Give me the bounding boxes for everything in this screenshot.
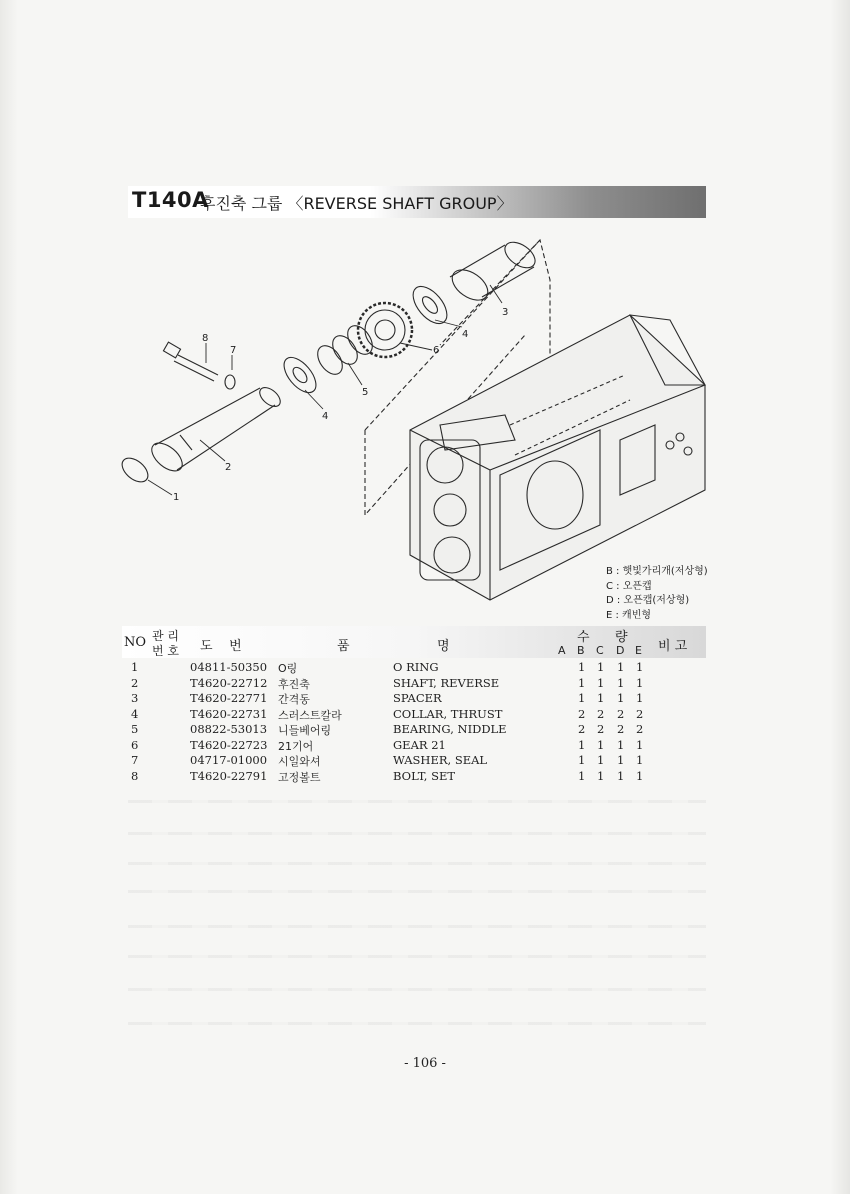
header-drawing-no: 도 번 xyxy=(200,639,242,654)
callout-8: 8 xyxy=(202,333,209,344)
row-no: 5 xyxy=(131,722,139,736)
callout-5: 5 xyxy=(362,387,369,398)
header-mgmt-bottom: 번 호 xyxy=(152,644,179,658)
row-no: 2 xyxy=(131,675,139,690)
section-title: 후진축 그룹 〈REVERSE SHAFT GROUP〉 xyxy=(200,194,513,213)
row-qty-e: 1 xyxy=(636,675,644,690)
part-8-bolt xyxy=(163,342,218,381)
row-qty-d: 1 xyxy=(617,737,625,752)
row-qty-c: 1 xyxy=(597,737,605,752)
row-no: 3 xyxy=(131,691,139,705)
row-name-english: BOLT, SET xyxy=(393,768,456,783)
row-qty-c: 1 xyxy=(597,675,605,690)
row-part-number: 04811-50350 xyxy=(190,660,268,674)
row-qty-e: 1 xyxy=(636,768,644,783)
row-part-number: 04717-01000 xyxy=(190,753,268,767)
row-name-korean: 21기어 xyxy=(278,739,314,753)
callout-4-lower: 4 xyxy=(322,411,329,422)
header-qty-right: 량 xyxy=(615,630,628,645)
row-name-english: O RING xyxy=(393,660,439,674)
part-6-gear xyxy=(358,303,412,357)
row-name-english: COLLAR, THRUST xyxy=(393,706,503,721)
row-qty-c: 1 xyxy=(597,660,605,674)
row-part-number: T4620-22771 xyxy=(190,691,268,705)
row-qty-e: 1 xyxy=(636,660,644,674)
callout-2: 2 xyxy=(225,462,232,473)
row-name-english: SHAFT, REVERSE xyxy=(393,675,500,690)
header-qty-left: 수 xyxy=(577,630,590,645)
row-no: 7 xyxy=(131,753,139,767)
row-name-korean: 후진축 xyxy=(278,677,310,691)
bleed-line xyxy=(128,988,706,991)
row-qty-b: 2 xyxy=(578,722,586,736)
bleed-line xyxy=(128,890,706,893)
row-qty-b: 1 xyxy=(578,660,586,674)
row-qty-d: 2 xyxy=(617,722,625,736)
row-qty-d: 1 xyxy=(617,768,625,783)
qty-col-b: B xyxy=(577,644,585,657)
row-name-korean: 스러스트칼라 xyxy=(278,708,342,722)
qty-col-e: E xyxy=(635,644,642,657)
row-qty-e: 2 xyxy=(636,722,644,736)
row-name-english: SPACER xyxy=(393,691,442,705)
row-name-korean: 고정볼트 xyxy=(278,770,321,784)
row-name-korean: O링 xyxy=(278,662,298,675)
scan-bleed-through xyxy=(128,790,706,1040)
part-1-oring xyxy=(118,453,153,486)
header-name-left: 품 xyxy=(337,639,350,654)
row-qty-c: 2 xyxy=(597,706,605,721)
legend-item-e: E : 캐빈형 xyxy=(606,609,652,621)
row-part-number: T4620-22723 xyxy=(190,737,268,752)
row-name-english: WASHER, SEAL xyxy=(393,753,488,767)
row-qty-e: 1 xyxy=(636,753,644,767)
row-qty-b: 1 xyxy=(578,691,586,705)
bleed-line xyxy=(128,955,706,958)
row-no: 1 xyxy=(131,660,139,674)
header-mgmt-top: 관 리 xyxy=(152,629,179,643)
row-no: 4 xyxy=(131,706,139,721)
row-part-number: 08822-53013 xyxy=(190,722,268,736)
bleed-line xyxy=(128,1022,706,1025)
row-no: 8 xyxy=(131,768,139,783)
row-qty-c: 1 xyxy=(597,753,605,767)
callout-3: 3 xyxy=(502,307,509,318)
row-qty-c: 1 xyxy=(597,691,605,705)
row-qty-e: 1 xyxy=(636,691,644,705)
part-2-shaft xyxy=(147,384,284,476)
exploded-parts-diagram xyxy=(110,225,710,615)
row-name-english: BEARING, NIDDLE xyxy=(393,722,507,736)
row-qty-d: 2 xyxy=(617,706,625,721)
row-qty-d: 1 xyxy=(617,691,625,705)
qty-col-c: C xyxy=(596,644,604,657)
row-name-korean: 니들베어링 xyxy=(278,724,332,737)
section-code: T140A xyxy=(132,188,209,212)
header-name-right: 명 xyxy=(437,639,450,654)
row-qty-e: 2 xyxy=(636,706,644,721)
row-qty-c: 1 xyxy=(597,768,605,783)
row-part-number: T4620-22712 xyxy=(190,675,268,690)
row-qty-d: 1 xyxy=(617,753,625,767)
row-qty-b: 1 xyxy=(578,675,586,690)
page-number: - 106 - xyxy=(404,1056,446,1071)
row-qty-d: 1 xyxy=(617,675,625,690)
bleed-line xyxy=(128,862,706,865)
legend-item-d: D : 오픈캡(저상형) xyxy=(606,595,690,606)
row-part-number: T4620-22731 xyxy=(190,706,268,721)
part-3-spacer xyxy=(447,237,540,306)
row-name-korean: 시일와셔 xyxy=(278,755,321,768)
row-qty-d: 1 xyxy=(617,660,625,674)
bleed-line xyxy=(128,925,706,928)
header-remarks: 비 고 xyxy=(658,639,688,654)
row-qty-c: 2 xyxy=(597,722,605,736)
row-no: 6 xyxy=(131,737,139,752)
qty-col-d: D xyxy=(616,644,625,657)
callout-1: 1 xyxy=(173,492,180,503)
qty-col-a: A xyxy=(558,644,566,657)
row-name-korean: 간격동 xyxy=(278,693,310,706)
row-qty-b: 1 xyxy=(578,768,586,783)
legend-item-b: B : 햇빛가리개(저상형) xyxy=(606,566,708,577)
row-qty-e: 1 xyxy=(636,737,644,752)
row-qty-b: 1 xyxy=(578,737,586,752)
part-4-collar-lower xyxy=(278,352,322,398)
model-legend xyxy=(606,565,708,623)
callout-4-upper: 4 xyxy=(462,329,469,340)
callout-6: 6 xyxy=(433,345,440,356)
bleed-line xyxy=(128,832,706,835)
bleed-line xyxy=(128,800,706,803)
row-qty-b: 1 xyxy=(578,753,586,767)
row-qty-b: 2 xyxy=(578,706,586,721)
row-part-number: T4620-22791 xyxy=(190,768,268,783)
part-4-collar-upper xyxy=(407,280,454,329)
header-no: NO xyxy=(124,635,147,650)
callout-7: 7 xyxy=(230,345,237,356)
legend-item-c: C : 오픈캡 xyxy=(606,580,652,592)
part-7-washer xyxy=(225,375,235,389)
housing-body xyxy=(410,315,705,600)
diagram-svg xyxy=(110,225,710,615)
row-name-english: GEAR 21 xyxy=(393,737,446,752)
